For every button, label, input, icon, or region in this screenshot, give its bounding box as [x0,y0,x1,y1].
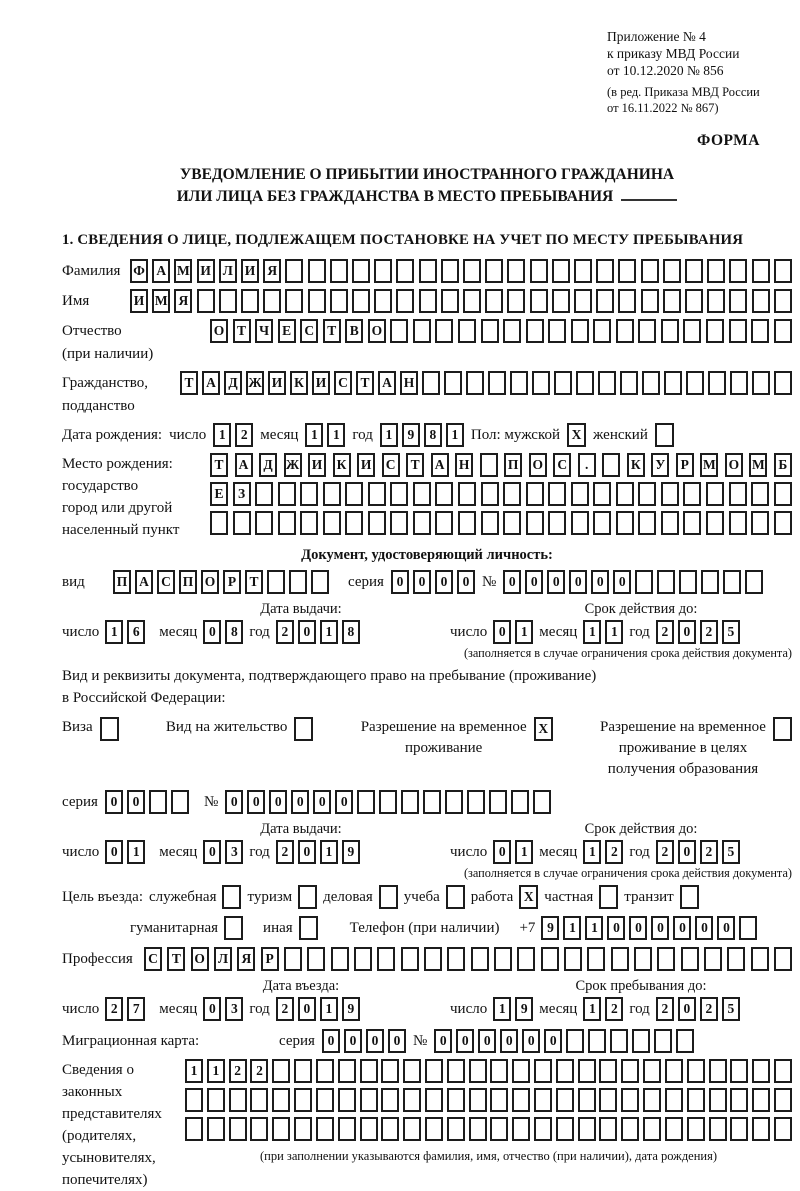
phone-label: Телефон (при наличии) [349,919,500,936]
gender-male-label: Пол: мужской [470,426,561,443]
doc-valid-year-input[interactable]: 2 0 2 5 [656,620,740,644]
phone-input[interactable]: 9 1 1 0 0 0 0 0 0 [541,916,757,940]
purpose-tourism-checkbox[interactable] [298,885,317,909]
gender-female-checkbox[interactable] [655,423,674,447]
temp-residence-label: Разрешение на временное проживание [360,719,527,756]
purpose-official-checkbox[interactable] [222,885,241,909]
year-label: год [249,843,270,860]
migration-card-label: Миграционная карта: [62,1032,200,1049]
birth-year-input[interactable]: 1 9 8 1 [380,423,464,447]
temp-residence-option [361,717,553,759]
birth-place-line3-input[interactable] [210,511,792,535]
section1-heading: 1. СВЕДЕНИЯ О ЛИЦЕ, ПОДЛЕЖАЩЕМ ПОСТАНОВКЕ НА УЧЕТ ПО МЕСТУ ПРЕБЫВАНИЯ [62,232,744,248]
purpose-other-label: иная [263,919,293,936]
stay-day-input[interactable]: 1 9 [493,997,533,1021]
stay-month-input[interactable]: 1 2 [583,997,623,1021]
doc-series-label: серия [348,573,384,590]
surname-label: Фамилия [62,263,121,279]
citizenship-input[interactable]: Т А Д Ж И К И С Т А Н [180,371,792,395]
identity-doc-dates [62,600,792,644]
form-title-line1: УВЕДОМЛЕНИЕ О ПРИБЫТИИ ИНОСТРАННОГО ГРАЖДАНИНА [179,166,675,183]
rvp-number-label: № [203,793,219,810]
entry-day-input[interactable]: 2 7 [105,997,145,1021]
year-label: год [629,623,650,640]
month-label: месяц [539,843,578,860]
edition-line: от 16.11.2022 № 867) [607,101,719,115]
day-label: число [62,623,100,640]
gender-male-checkbox[interactable]: X [567,423,586,447]
rvp-series-input[interactable]: 0 0 [105,790,189,814]
patronymic-input[interactable]: О Т Ч Е С Т В О [210,319,792,343]
visa-label: Виза [62,719,93,735]
birth-place-inputs [210,453,792,540]
day-label: число [450,843,488,860]
identity-doc-row [62,570,792,594]
representatives-inputs [185,1059,792,1164]
month-label: месяц [539,623,578,640]
birth-place-line1-input[interactable]: Т А Д Ж И К И С Т А Н П О С . К У Р М О М Б [210,453,792,477]
citizenship-row [62,371,792,417]
surname-row [62,259,792,283]
purpose-tourism-label: туризм [247,888,293,905]
validity-footnote: (заполняется в случае ограничения срока действия документа) [463,646,792,660]
representatives-line2-input[interactable] [185,1088,792,1112]
doc-kind-label: вид [62,573,85,590]
doc-kind-input[interactable]: П А С П О Р Т [113,570,329,594]
representatives-line3-input[interactable] [185,1117,792,1141]
residence-doc-intro2: в Российской Федерации: [62,690,226,706]
purpose-study-checkbox[interactable] [446,885,465,909]
purpose-transit-label: транзит [624,888,674,905]
edition-line: (в ред. Приказа МВД России [607,85,760,99]
day-label: число [450,1000,488,1017]
phone-prefix: +7 [519,919,536,936]
residence-doc-options [62,717,792,780]
day-label: число [62,843,100,860]
birth-place-line2-input[interactable]: Е З [210,482,792,506]
residence-doc-serial-row [62,790,792,814]
validity-footnote: (заполняется в случае ограничения срока действия документа) [463,866,792,880]
birth-place-label: Место рождения: государство город или другой населенный пункт [62,456,180,538]
visit-purpose-label: Цель въезда: [62,888,143,905]
residence-permit-label: Вид на жительство [165,719,288,735]
stay-until-heading: Срок пребывания до: [575,978,707,994]
issue-date-heading: Дата выдачи: [260,601,342,617]
appendix-block [607,28,792,116]
purpose-business-label: деловая [323,888,373,905]
purpose-transit-checkbox[interactable] [680,885,699,909]
profession-row [62,947,792,971]
stay-year-input[interactable]: 2 0 2 5 [656,997,740,1021]
purpose-work-checkbox[interactable]: X [519,885,538,909]
surname-input[interactable]: Ф А М И Л И Я [130,259,792,283]
representatives-line1-input[interactable]: 1 1 2 2 [185,1059,792,1083]
doc-number-label: № [481,573,497,590]
patronymic-row [62,319,792,365]
profession-input[interactable]: С Т О Л Я Р [144,947,792,971]
temp-residence-edu-label: Разрешение на временное проживание в целях получения образования [599,719,766,777]
year-label: год [352,426,373,443]
mig-series-input[interactable]: 0 0 0 0 [322,1029,406,1053]
given-name-row [62,289,792,313]
visa-checkbox[interactable] [100,717,119,741]
doc-issue-month-input[interactable]: 0 8 [203,620,243,644]
gender-female-label: женский [593,426,648,443]
purpose-work-label: работа [470,888,514,905]
day-label: число [169,426,207,443]
valid-until-heading: Срок действия до: [584,821,698,837]
appendix-line: к приказу МВД России [607,46,740,61]
purpose-humanitarian-checkbox[interactable] [224,916,243,940]
entry-dates [62,977,792,1021]
purpose-study-label: учеба [403,888,440,905]
purpose-private-checkbox[interactable] [599,885,618,909]
patronymic-label: Отчество (при наличии) [62,323,154,362]
citizenship-label: Гражданство, подданство [62,375,149,414]
mig-series-label: серия [279,1032,315,1049]
visit-purpose-row1 [62,885,792,909]
rvp-number-input[interactable]: 0 0 0 0 0 0 [225,790,551,814]
rvp-valid-year-input[interactable]: 2 0 2 5 [656,840,740,864]
doc-valid-day-input[interactable]: 0 1 [493,620,533,644]
profession-label: Профессия [62,951,133,967]
residence-doc-dates [62,820,792,864]
birth-day-input[interactable]: 1 2 [213,423,253,447]
purpose-business-checkbox[interactable] [379,885,398,909]
mig-number-label: № [412,1032,428,1049]
doc-issue-day-input[interactable]: 1 6 [105,620,145,644]
given-name-label: Имя [62,293,90,309]
entry-year-input[interactable]: 2 0 1 9 [276,997,360,1021]
year-label: год [249,1000,270,1017]
valid-until-heading: Срок действия до: [584,601,698,617]
doc-issue-year-input[interactable]: 2 0 1 8 [276,620,360,644]
title-blank-underline [621,187,677,201]
purpose-other-checkbox[interactable] [299,916,318,940]
appendix-line: от 10.12.2020 № 856 [607,63,724,78]
visit-purpose-row2 [130,916,792,940]
month-label: месяц [159,1000,198,1017]
identity-doc-heading: Документ, удостоверяющий личность: [301,547,553,563]
entry-month-input[interactable]: 0 3 [203,997,243,1021]
representatives-footnote: (при заполнении указываются фамилия, имя, отчество (при наличии), дата рождения) [259,1149,718,1163]
form-title [62,164,792,208]
purpose-official-label: служебная [148,888,217,905]
issue-date-heading: Дата выдачи: [260,821,342,837]
year-label: год [249,623,270,640]
doc-series-input[interactable]: 0 0 0 0 [391,570,475,594]
month-label: месяц [260,426,299,443]
temp-residence-checkbox[interactable]: X [534,717,553,741]
doc-valid-month-input[interactable]: 1 1 [583,620,623,644]
temp-residence-edu-checkbox[interactable] [773,717,792,741]
month-label: месяц [159,843,198,860]
visa-option [62,717,119,741]
rvp-series-label: серия [62,793,98,810]
entry-date-heading: Дата въезда: [262,978,340,994]
appendix-line: Приложение № 4 [607,29,706,44]
day-label: число [450,623,488,640]
birth-date-label: Дата рождения: [62,426,163,443]
form-label: ФОРМА [696,132,760,149]
residence-permit-checkbox[interactable] [294,717,313,741]
given-name-input[interactable]: И М Я [130,289,792,313]
birth-date-row [62,423,792,447]
residence-doc-intro1: Вид и реквизиты документа, подтверждающего право на пребывание (проживание) [62,668,597,684]
rvp-valid-month-input[interactable]: 1 2 [583,840,623,864]
year-label: год [629,843,650,860]
purpose-humanitarian-label: гуманитарная [130,919,219,936]
rvp-issue-day-input[interactable]: 0 1 [105,840,145,864]
birth-place-block [62,453,792,541]
temp-residence-edu-option [600,717,792,780]
migration-card-row [62,1029,792,1053]
rvp-valid-day-input[interactable]: 0 1 [493,840,533,864]
month-label: месяц [159,623,198,640]
doc-number-input[interactable]: 0 0 0 0 0 0 [503,570,763,594]
month-label: месяц [539,1000,578,1017]
representatives-block [62,1059,792,1191]
year-label: год [629,1000,650,1017]
residence-permit-option [166,717,313,741]
purpose-private-label: частная [544,888,594,905]
day-label: число [62,1000,100,1017]
rvp-issue-year-input[interactable]: 2 0 1 9 [276,840,360,864]
representatives-label: Сведения о законных представителях (родителях, усыновителях, попечителях) [62,1062,162,1188]
birth-month-input[interactable]: 1 1 [305,423,345,447]
form-title-line2: ИЛИ ЛИЦА БЕЗ ГРАЖДАНСТВА В МЕСТО ПРЕБЫВАНИЯ [62,186,792,208]
mig-number-input[interactable]: 0 0 0 0 0 0 [434,1029,694,1053]
rvp-issue-month-input[interactable]: 0 3 [203,840,243,864]
